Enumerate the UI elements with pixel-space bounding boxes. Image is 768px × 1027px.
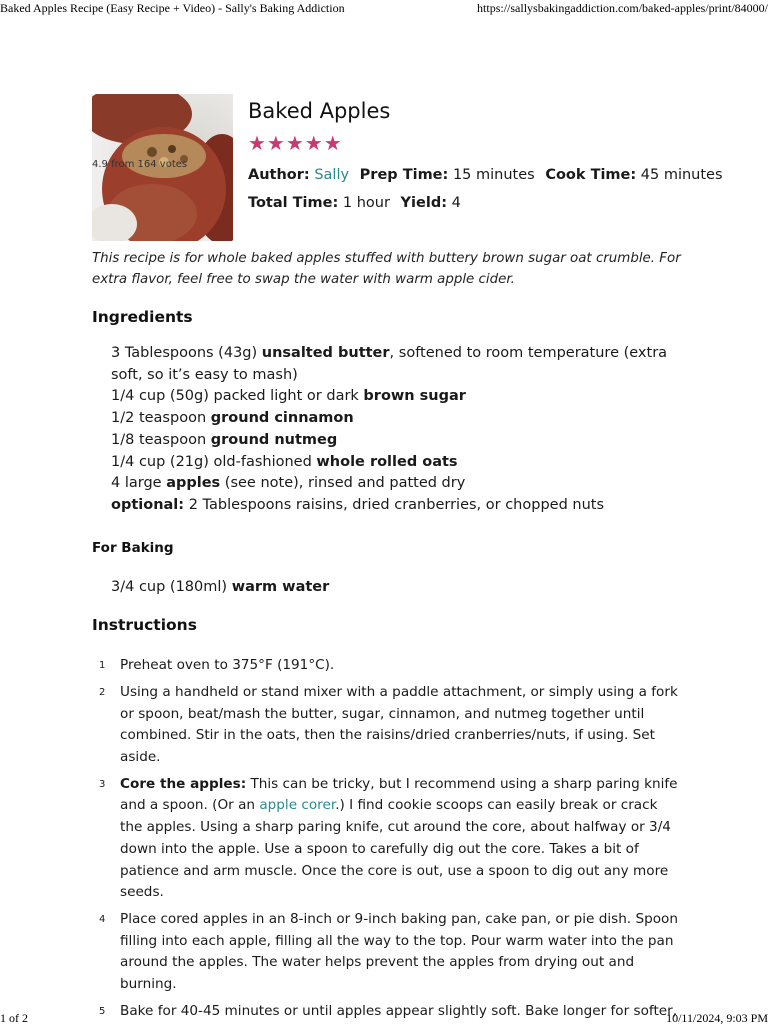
instruction-step bbox=[92, 682, 682, 769]
ingredients-heading: Ingredients bbox=[92, 308, 193, 326]
ingredient-text: 3 Tablespoons (43g) bbox=[111, 345, 262, 361]
ingredient-item bbox=[111, 343, 682, 386]
prep-time-label: Prep Time: bbox=[359, 167, 449, 183]
ingredient-note: 2 Tablespoons raisins, dried cranberries, or chopped nuts bbox=[184, 496, 604, 513]
cook-time-label: Cook Time: bbox=[545, 167, 637, 183]
instruction-step bbox=[92, 909, 682, 996]
instruction-step bbox=[92, 655, 682, 677]
step-text bbox=[120, 682, 682, 769]
ingredient-text: 4 large bbox=[111, 475, 167, 492]
ingredient-note: , softened to room temperature (extra soft, so it’s easy to mash) bbox=[111, 345, 668, 383]
ingredient-text: 1/4 cup (50g) packed light or dark bbox=[111, 388, 364, 405]
ingredients-list bbox=[92, 343, 682, 517]
instructions-list bbox=[92, 655, 682, 1022]
step-number: 4 bbox=[99, 913, 106, 925]
ingredient-name: optional: bbox=[111, 496, 185, 513]
ingredient-note: (see note), rinsed and patted dry bbox=[220, 475, 466, 492]
recipe-summary: This recipe is for whole baked apples stuffed with buttery brown sugar oat crumble. For extra flavor, feel free to swap the water with warm apple cider. bbox=[92, 251, 681, 287]
recipe-title: Baked Apples bbox=[248, 99, 391, 123]
ingredient-item bbox=[111, 386, 682, 408]
meta-row-2 bbox=[248, 194, 729, 212]
total-time-value: 1 hour bbox=[342, 195, 390, 211]
print-header-title: Baked Apples Recipe (Easy Recipe + Video) - Sally's Baking Addiction bbox=[0, 1, 345, 15]
page-number: 1 of 2 bbox=[0, 1011, 28, 1025]
step-body: Using a handheld or stand mixer with a paddle attachment, or simply using a fork or spoon, beat/mash the butter, sugar, cinnamon, and nutmeg together until combined. Stir in the oats, then the raisins/dried cranberries/nuts, if using. Set aside. bbox=[120, 683, 678, 766]
instructions-heading: Instructions bbox=[92, 616, 197, 635]
apple-corer-link[interactable]: apple corer bbox=[259, 797, 336, 814]
step-lead: Core the apples: bbox=[120, 775, 247, 792]
instruction-step bbox=[92, 774, 682, 905]
step-number: 2 bbox=[99, 686, 106, 698]
baking-ingredients-list bbox=[92, 577, 682, 599]
for-baking-heading: For Baking bbox=[92, 539, 174, 556]
step-body: Preheat oven to 375°F (191°C). bbox=[120, 657, 335, 674]
ingredient-name: brown sugar bbox=[363, 388, 466, 405]
ingredient-name: ground cinnamon bbox=[210, 410, 354, 427]
step-text bbox=[120, 655, 682, 677]
ingredient-name: apples bbox=[166, 475, 221, 492]
step-text bbox=[120, 909, 682, 996]
step-number: 3 bbox=[99, 778, 106, 790]
ingredient-text: 1/2 teaspoon bbox=[111, 410, 211, 427]
ingredient-text: 1/8 teaspoon bbox=[111, 431, 211, 448]
recipe-photo bbox=[92, 94, 233, 241]
ingredient-item bbox=[111, 495, 682, 517]
total-time-label: Total Time: bbox=[248, 195, 339, 211]
meta-row-1 bbox=[248, 166, 729, 184]
step-number: 1 bbox=[99, 660, 106, 672]
step-text bbox=[120, 774, 682, 905]
ingredient-item bbox=[111, 430, 682, 452]
ingredient-name: warm water bbox=[231, 578, 330, 595]
print-datetime: 10/11/2024, 9:03 PM bbox=[666, 1011, 768, 1025]
ingredient-name: ground nutmeg bbox=[210, 431, 338, 448]
recipe-meta bbox=[248, 94, 729, 241]
star-rating[interactable]: ★★★★★ bbox=[248, 131, 343, 155]
step-body: This can be tricky, but I recommend using a sharp paring knife and a spoon. (Or an bbox=[120, 775, 678, 814]
step-body-cont: .) I find cookie scoops can easily break or crack the apples. Using a sharp paring knife, cut around the core, about halfway or 3/4 down into the apple. Use a spoon to carefully dig out the core. Takes a bit of patience and arm muscle. Once the core is out, use a spoon to dig out any more seeds. bbox=[120, 797, 671, 901]
author-label: Author: bbox=[248, 167, 310, 183]
ingredient-text: 3/4 cup (180ml) bbox=[111, 578, 232, 595]
step-body: Bake for 40-45 minutes or until apples appear slightly soft. Bake longer for softer, bbox=[120, 1002, 678, 1019]
cook-time-value: 45 minutes bbox=[640, 167, 723, 183]
ingredient-text: 1/4 cup (21g) old-fashioned bbox=[111, 453, 317, 470]
yield-value: 4 bbox=[451, 195, 461, 211]
prep-time-value: 15 minutes bbox=[452, 167, 535, 183]
ingredient-item bbox=[111, 452, 682, 474]
ingredient-name: whole rolled oats bbox=[316, 453, 458, 470]
ingredient-name: unsalted butter bbox=[261, 345, 390, 361]
author-link[interactable]: Sally bbox=[314, 167, 350, 183]
step-body: Place cored apples in an 8-inch or 9-inch baking pan, cake pan, or pie dish. Spoon filling into each apple, filling all the way to the top. Pour warm water into the pan around the apples. The water helps prevent the apples from drying out and burning. bbox=[120, 910, 678, 993]
print-header-url: https://sallysbakingaddiction.com/baked-apples/print/84000/ bbox=[477, 1, 768, 15]
rating-text: 4.9 from 164 votes bbox=[92, 159, 188, 170]
ingredient-item bbox=[111, 408, 682, 430]
recipe-header bbox=[92, 94, 723, 241]
step-number: 5 bbox=[99, 1005, 106, 1017]
ingredient-item bbox=[111, 577, 682, 599]
print-header bbox=[0, 1, 768, 16]
yield-label: Yield: bbox=[400, 195, 447, 211]
ingredient-item bbox=[111, 473, 682, 495]
